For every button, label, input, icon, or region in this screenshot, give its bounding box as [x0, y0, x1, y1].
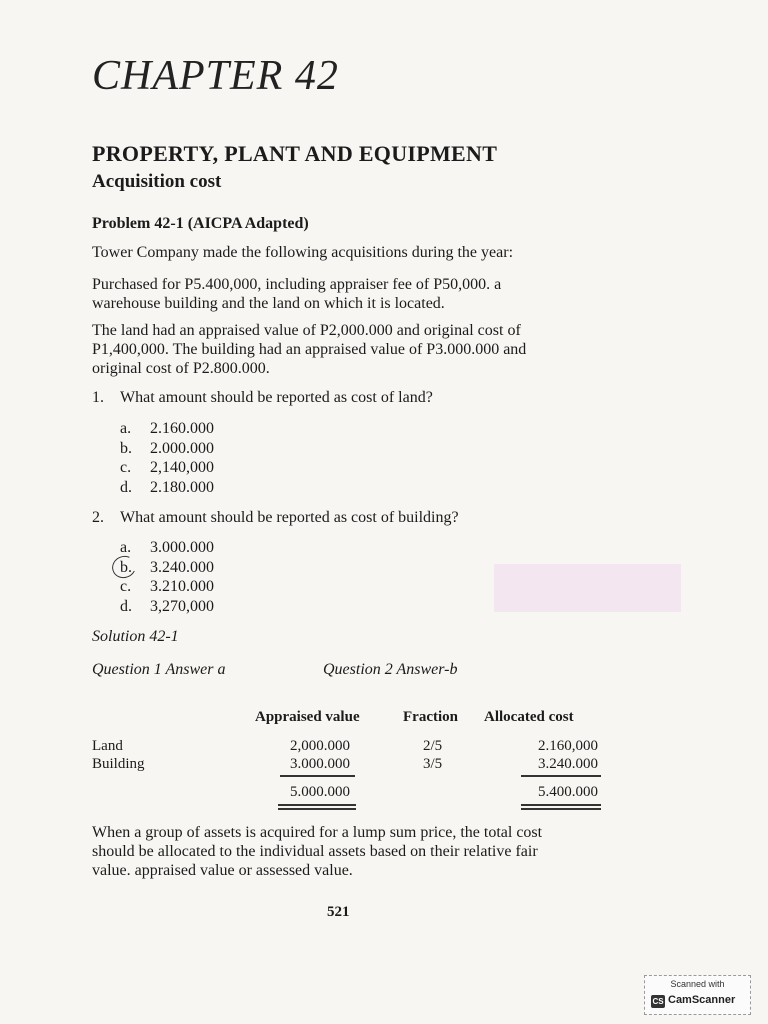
option-item — [120, 419, 214, 439]
watermark-caption: Scanned with — [670, 979, 725, 989]
total-appraised: 5.000.000 — [290, 784, 350, 800]
land-fraction: 2/5 — [423, 738, 443, 754]
option-value: 2.180.000 — [150, 478, 214, 496]
option-value: 3,270,000 — [150, 597, 214, 615]
question-number: 2. — [92, 509, 104, 526]
problem-intro: Tower Company made the following acquisitions during the year: — [92, 244, 514, 261]
building-appraised: 3.000.000 — [290, 756, 350, 772]
option-letter: c. — [120, 459, 132, 476]
table-header-fraction: Fraction — [403, 709, 458, 725]
land-appraised: 2,000.000 — [290, 738, 350, 754]
answer-2: Question 2 Answer-b — [323, 661, 458, 678]
option-value: 3.210.000 — [150, 578, 214, 595]
question-number: 1. — [92, 389, 104, 406]
question-2-options — [120, 538, 214, 616]
problem-paragraph-1 — [92, 275, 602, 313]
option-item — [120, 478, 214, 498]
land-allocated: 2.160,000 — [538, 738, 598, 754]
answer-1: Question 1 Answer a — [92, 661, 226, 678]
row-label-land: Land — [92, 738, 123, 754]
double-underline — [521, 808, 601, 810]
option-value: 2.160.000 — [150, 420, 214, 437]
chapter-heading: CHAPTER 42 — [92, 53, 339, 99]
question-1-options — [120, 419, 214, 497]
question-text: What amount should be reported as cost of land? — [120, 389, 433, 406]
option-letter: a. — [120, 539, 132, 556]
watermark-brand: CamScanner — [668, 994, 736, 1006]
question-2 — [92, 509, 459, 527]
double-underline — [521, 804, 601, 806]
table-header-appraised: Appraised value — [255, 709, 360, 725]
closing-paragraph — [92, 823, 607, 880]
option-item — [120, 597, 214, 617]
solution-title: Solution 42-1 — [92, 628, 179, 645]
section-title: PROPERTY, PLANT AND EQUIPMENT — [92, 141, 498, 166]
question-1 — [92, 389, 433, 407]
paragraph-line: P1,400,000. The building had an appraised value of P3.000.000 and — [92, 341, 527, 358]
camscanner-logo-icon: CS — [652, 997, 664, 1006]
paragraph-line: Purchased for P5.400,000, including appraiser fee of P50,000. a — [92, 276, 502, 293]
paragraph-line: should be allocated to the individual assets based on their relative fair — [92, 843, 538, 860]
option-value: 3.000.000 — [150, 539, 214, 556]
paragraph-line: warehouse building and the land on which it is located. — [92, 295, 445, 312]
highlight-smudge — [494, 564, 681, 612]
problem-title: Problem 42-1 (AICPA Adapted) — [92, 215, 309, 232]
option-letter: a. — [120, 420, 132, 437]
subtotal-rule — [521, 775, 601, 777]
double-underline — [278, 808, 356, 810]
option-item — [120, 538, 214, 558]
table-header-allocated: Allocated cost — [484, 709, 574, 725]
camscanner-watermark — [644, 975, 751, 1015]
problem-paragraph-2 — [92, 321, 602, 378]
paragraph-line: When a group of assets is acquired for a lump sum price, the total cost — [92, 824, 543, 841]
paragraph-line: The land had an appraised value of P2,000.000 and original cost of — [92, 322, 521, 339]
total-allocated: 5.400.000 — [538, 784, 598, 800]
row-label-building: Building — [92, 756, 145, 772]
double-underline — [278, 804, 356, 806]
subtotal-rule — [280, 775, 355, 777]
option-letter: c. — [120, 578, 132, 595]
paragraph-line: value. appraised value or assessed value. — [92, 862, 353, 879]
option-item — [120, 439, 214, 459]
option-value: 3.240.000 — [150, 558, 214, 576]
page-number: 521 — [327, 904, 350, 920]
building-allocated: 3.240.000 — [538, 756, 598, 772]
question-text: What amount should be reported as cost of building? — [120, 509, 459, 526]
option-letter: d. — [120, 597, 132, 615]
building-fraction: 3/5 — [423, 756, 443, 772]
option-letter: d. — [120, 478, 132, 496]
option-value: 2,140,000 — [150, 459, 214, 476]
section-subtitle: Acquisition cost — [92, 171, 222, 192]
option-item — [120, 577, 214, 597]
option-item — [120, 458, 214, 478]
option-letter: b. — [120, 439, 132, 457]
option-value: 2.000.000 — [150, 439, 214, 457]
paragraph-line: original cost of P2.800.000. — [92, 360, 270, 377]
option-letter: b. — [120, 558, 132, 576]
